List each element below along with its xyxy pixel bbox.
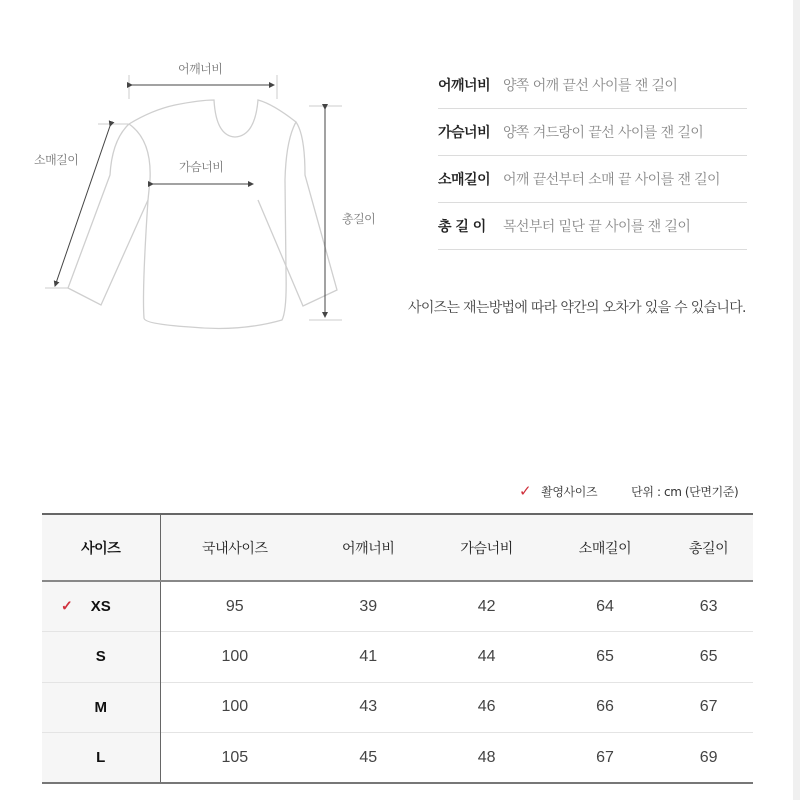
guide-row-sleeve bbox=[438, 156, 747, 203]
guide-text: 양쪽 어깨 끝선 사이를 잰 길이 bbox=[503, 78, 678, 94]
header-total-length: 총길이 bbox=[688, 540, 729, 557]
size-cell bbox=[42, 682, 160, 733]
header-shoulder: 어깨너비 bbox=[342, 540, 395, 557]
table-row bbox=[42, 682, 753, 733]
size-label: XS bbox=[90, 598, 111, 615]
size-notice: 사이즈는 재는방법에 따라 약간의 오차가 있을 수 있습니다. bbox=[408, 300, 746, 316]
check-icon: ✓ bbox=[519, 482, 532, 500]
size-cell bbox=[42, 733, 160, 784]
table-row bbox=[42, 733, 753, 784]
garment-diagram bbox=[0, 40, 400, 340]
chest-width-label: 가슴너비 bbox=[179, 160, 224, 174]
total-length-label: 총길이 bbox=[342, 212, 376, 226]
guide-term: 가슴너비 bbox=[438, 125, 491, 141]
cell-total-length: 65 bbox=[699, 647, 718, 665]
cell-shoulder: 41 bbox=[359, 647, 378, 665]
check-icon: ✓ bbox=[61, 597, 73, 614]
guide-term: 소매길이 bbox=[438, 172, 491, 188]
guide-text: 양쪽 겨드랑이 끝선 사이를 잰 길이 bbox=[503, 125, 704, 141]
cell-total-length: 67 bbox=[699, 698, 718, 716]
cell-shoulder: 45 bbox=[359, 748, 378, 766]
table-row bbox=[42, 632, 753, 683]
cell-domestic-size: 100 bbox=[221, 647, 249, 665]
header-domestic-size: 국내사이즈 bbox=[201, 540, 268, 557]
cell-chest: 42 bbox=[477, 597, 496, 615]
guide-text: 어깨 끝선부터 소매 끝 사이를 잰 길이 bbox=[503, 172, 720, 188]
sweater-outline-icon bbox=[0, 40, 400, 340]
guide-term: 어깨너비 bbox=[438, 78, 491, 94]
cell-shoulder: 39 bbox=[359, 597, 378, 615]
guide-row-shoulder bbox=[438, 62, 747, 109]
guide-text: 목선부터 밑단 끝 사이를 잰 길이 bbox=[503, 219, 691, 235]
cell-total-length: 63 bbox=[699, 597, 718, 615]
table-header-row bbox=[42, 514, 753, 581]
scrollbar-track[interactable] bbox=[793, 0, 800, 800]
header-size: 사이즈 bbox=[42, 514, 160, 581]
table-row bbox=[42, 581, 753, 632]
guide-term: 총 길 이 bbox=[438, 219, 486, 235]
size-label: L bbox=[96, 749, 106, 766]
cell-shoulder: 43 bbox=[359, 698, 378, 716]
guide-row-chest bbox=[438, 109, 747, 156]
cell-sleeve: 66 bbox=[596, 698, 614, 716]
header-sleeve: 소매길이 bbox=[578, 540, 632, 557]
cell-sleeve: 67 bbox=[596, 748, 614, 766]
cell-chest: 46 bbox=[477, 698, 496, 716]
shoulder-width-label: 어깨너비 bbox=[178, 62, 223, 76]
cell-domestic-size: 105 bbox=[221, 748, 249, 766]
size-table bbox=[42, 513, 753, 784]
size-label: S bbox=[95, 648, 106, 666]
size-cell bbox=[42, 632, 160, 683]
cell-total-length: 69 bbox=[699, 748, 718, 766]
guide-row-total bbox=[438, 203, 747, 250]
cell-chest: 44 bbox=[477, 647, 496, 665]
table-legend bbox=[519, 482, 738, 500]
size-cell bbox=[42, 581, 160, 632]
cell-sleeve: 65 bbox=[596, 647, 614, 665]
sleeve-length-label: 소매길이 bbox=[34, 153, 79, 167]
cell-domestic-size: 100 bbox=[221, 698, 249, 716]
header-chest: 가슴너비 bbox=[460, 540, 513, 557]
measurement-guide bbox=[438, 62, 747, 250]
size-label: M bbox=[94, 698, 107, 716]
cell-sleeve: 64 bbox=[596, 597, 614, 615]
unit-label: 단위 : cm (단면기준) bbox=[631, 484, 739, 499]
cell-chest: 48 bbox=[477, 748, 496, 766]
cell-domestic-size: 95 bbox=[225, 597, 244, 615]
photo-size-label: 촬영사이즈 bbox=[541, 484, 598, 499]
